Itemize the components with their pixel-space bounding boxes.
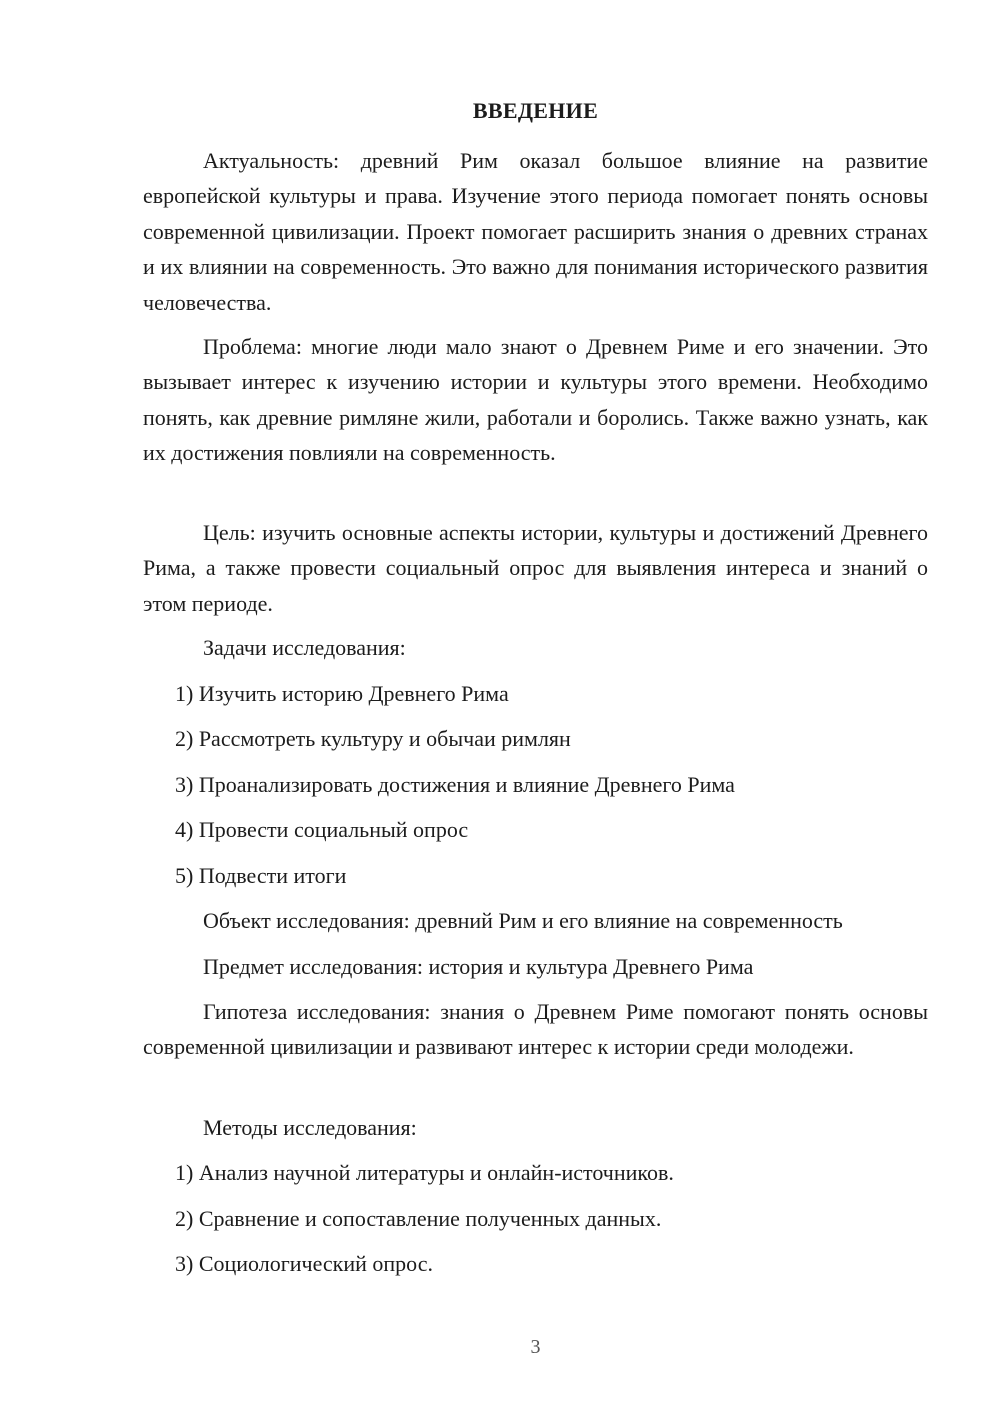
page-number: 3 bbox=[530, 1336, 541, 1358]
object-line: Объект исследования: древний Рим и его влияние на современность bbox=[203, 908, 843, 933]
task-item-1: 1) Изучить историю Древнего Рима bbox=[175, 681, 509, 706]
task-item-3: 3) Проанализировать достижения и влияние Древнего Рима bbox=[175, 772, 735, 797]
problem-paragraph: Проблема: многие люди мало знают о Древнем Риме и его значении. Это вызывает интерес к изучению истории и культуры этого времени. Необходимо понять, как древние римляне жили, работали и боролись. Также важно узнать, как их достижения повлияли на современность. bbox=[143, 334, 928, 466]
hypothesis-paragraph: Гипотеза исследования: знания о Древнем Риме помогают понять основы современной цивилизации и развивают интерес к истории среди молодежи. bbox=[143, 999, 928, 1060]
goal-paragraph: Цель: изучить основные аспекты истории, культуры и достижений Древнего Рима, а также провести социальный опрос для выявления интереса и знаний о этом периоде. bbox=[143, 520, 928, 616]
task-item-5: 5) Подвести итоги bbox=[175, 863, 347, 888]
subject-line: Предмет исследования: история и культура Древнего Рима bbox=[203, 954, 754, 979]
task-item-2: 2) Рассмотреть культуру и обычаи римлян bbox=[175, 726, 571, 751]
task-item-4: 4) Провести социальный опрос bbox=[175, 817, 469, 842]
relevance-paragraph: Актуальность: древний Рим оказал большое влияние на развитие европейской культуры и права. Изучение этого периода помогает понять основы современной цивилизации. Проект помогает расширить знания о древних странах и их влиянии на современность. Это важно для понимания исторического развития человечества. bbox=[143, 148, 928, 315]
methods-title: Методы исследования: bbox=[203, 1115, 417, 1140]
tasks-title: Задачи исследования: bbox=[203, 635, 406, 660]
method-item-1: 1) Анализ научной литературы и онлайн-источников. bbox=[175, 1160, 674, 1185]
document-page bbox=[143, 0, 928, 1414]
method-item-2: 2) Сравнение и сопоставление полученных данных. bbox=[175, 1206, 662, 1231]
page-title: ВВЕДЕНИЕ bbox=[472, 98, 599, 123]
method-item-3: 3) Социологический опрос. bbox=[175, 1251, 433, 1276]
